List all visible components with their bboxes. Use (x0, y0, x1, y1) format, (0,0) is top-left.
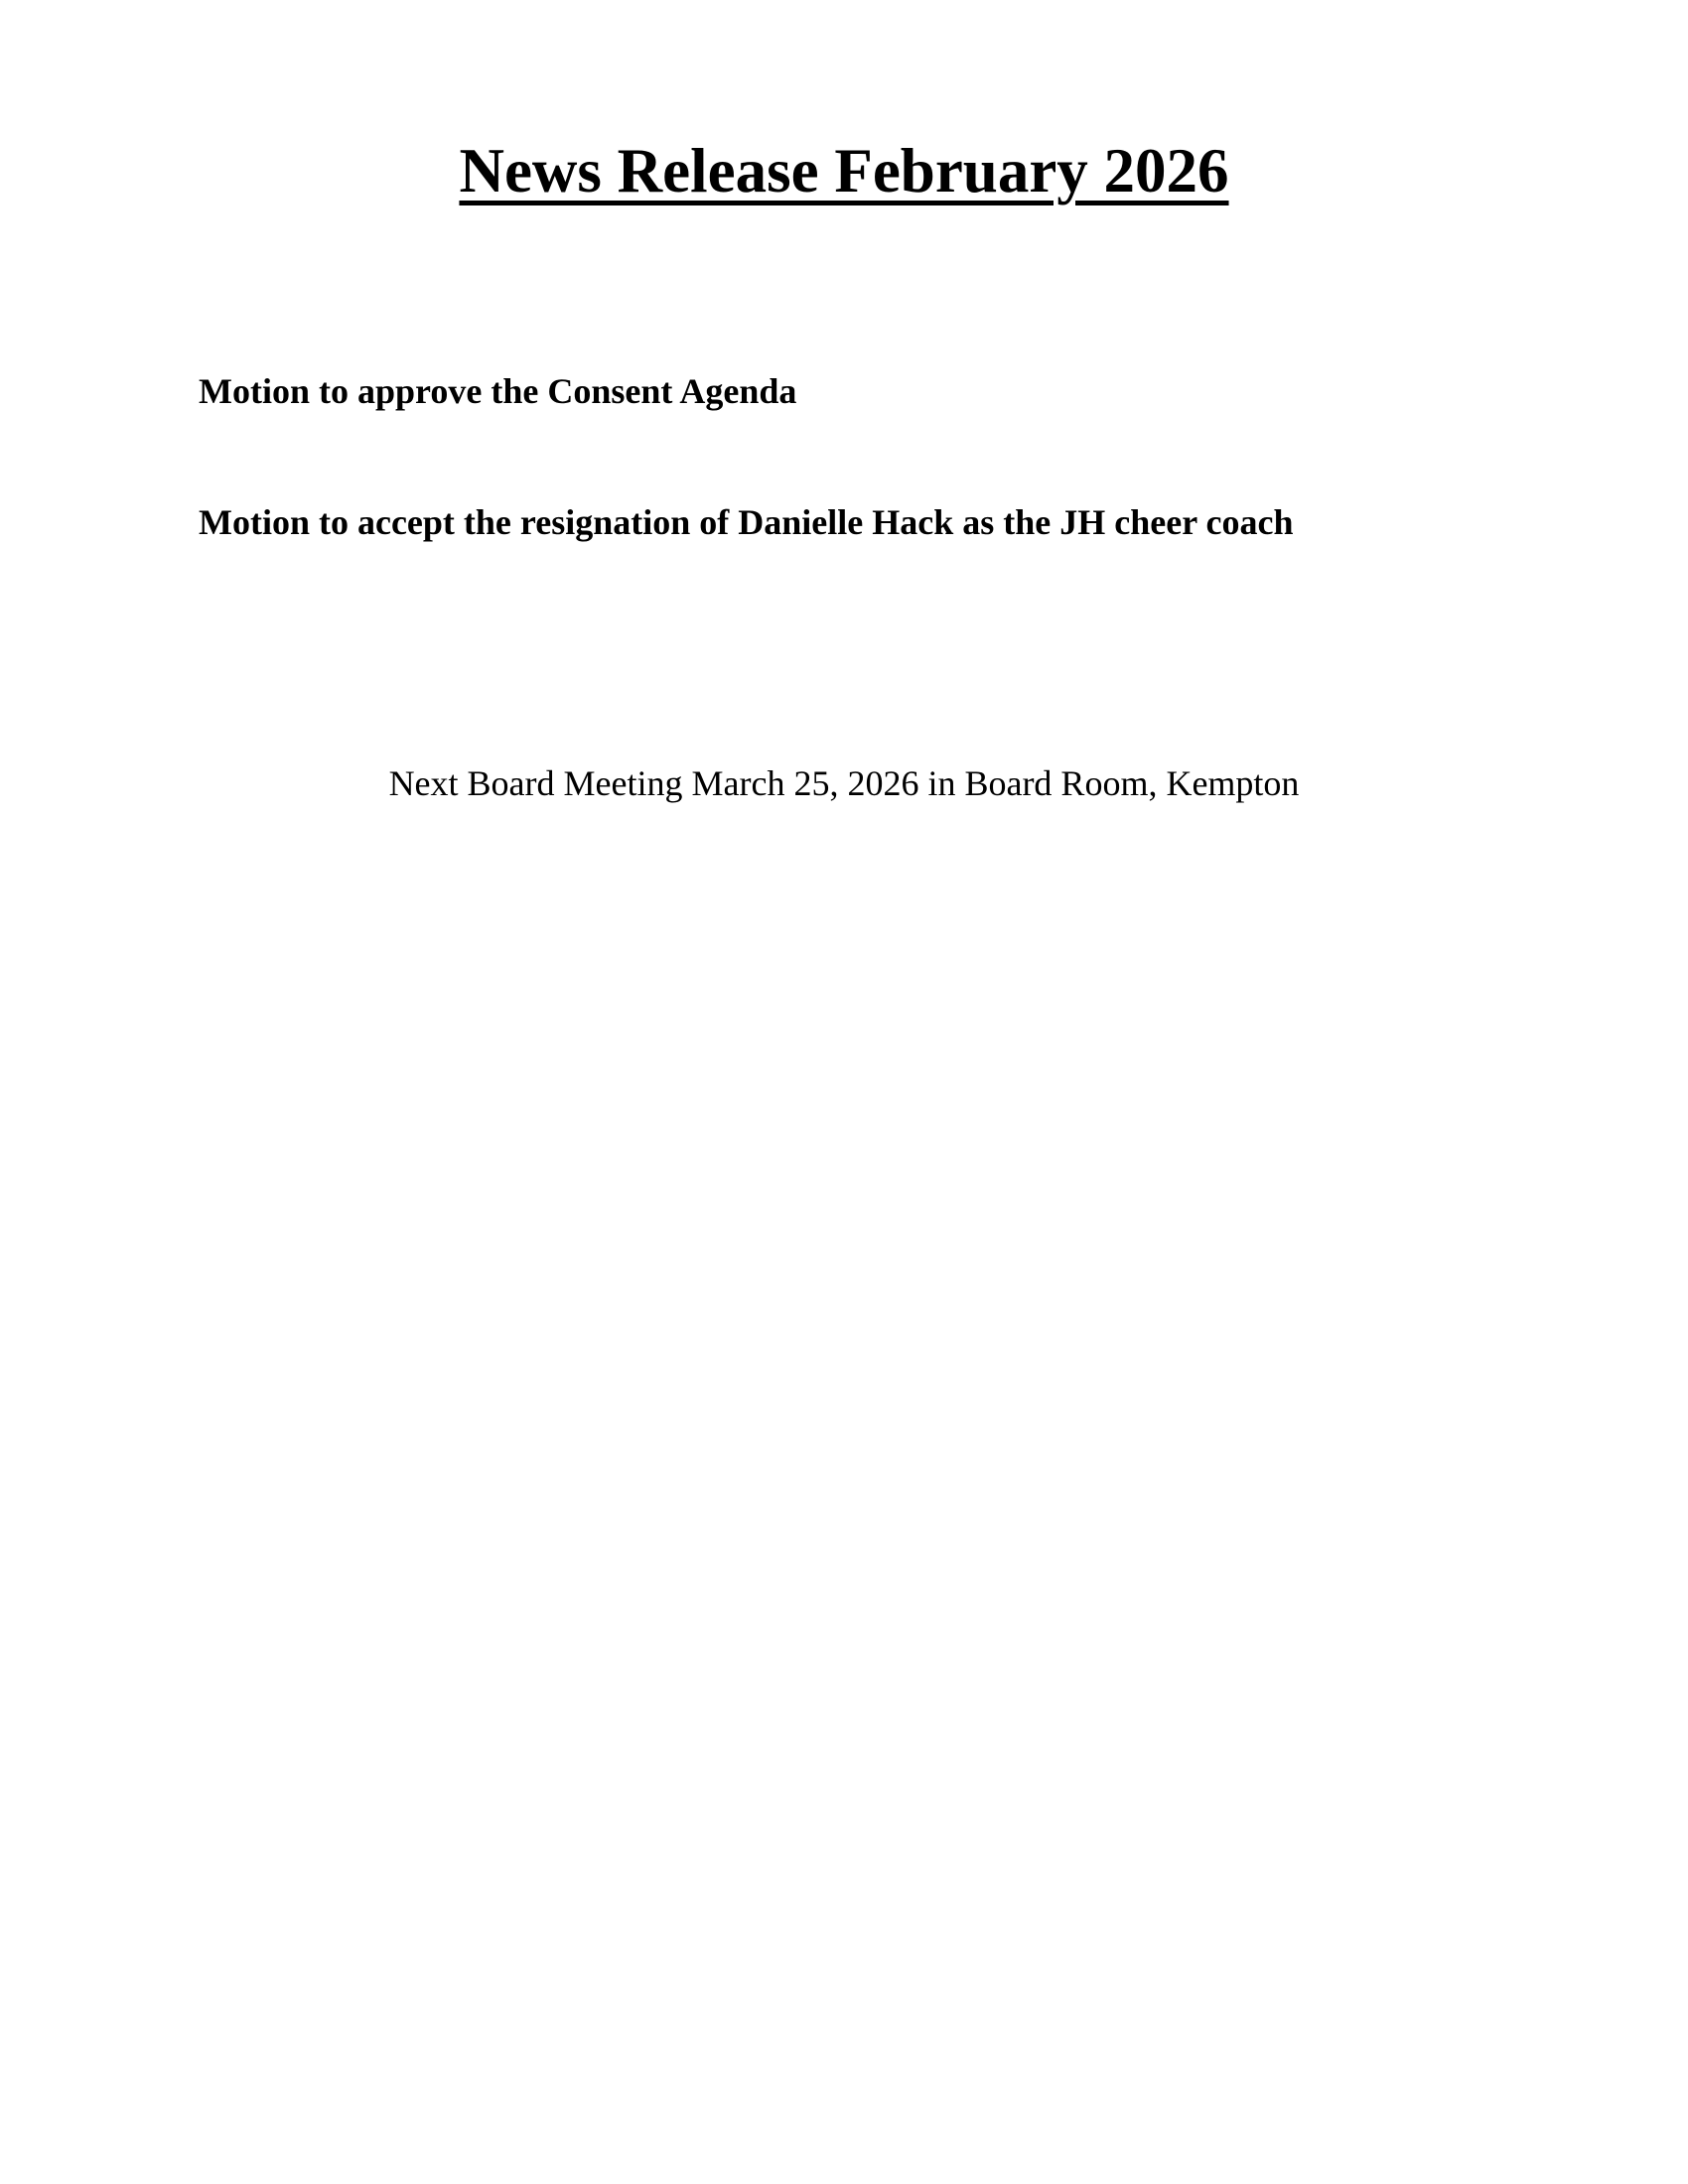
next-meeting-notice: Next Board Meeting March 25, 2026 in Board Room, Kempton (388, 763, 1300, 803)
motion-item: Motion to accept the resignation of Danielle Hack as the JH cheer coach (199, 502, 1294, 542)
motion-item: Motion to approve the Consent Agenda (199, 371, 797, 411)
page-title: News Release February 2026 (459, 136, 1229, 205)
